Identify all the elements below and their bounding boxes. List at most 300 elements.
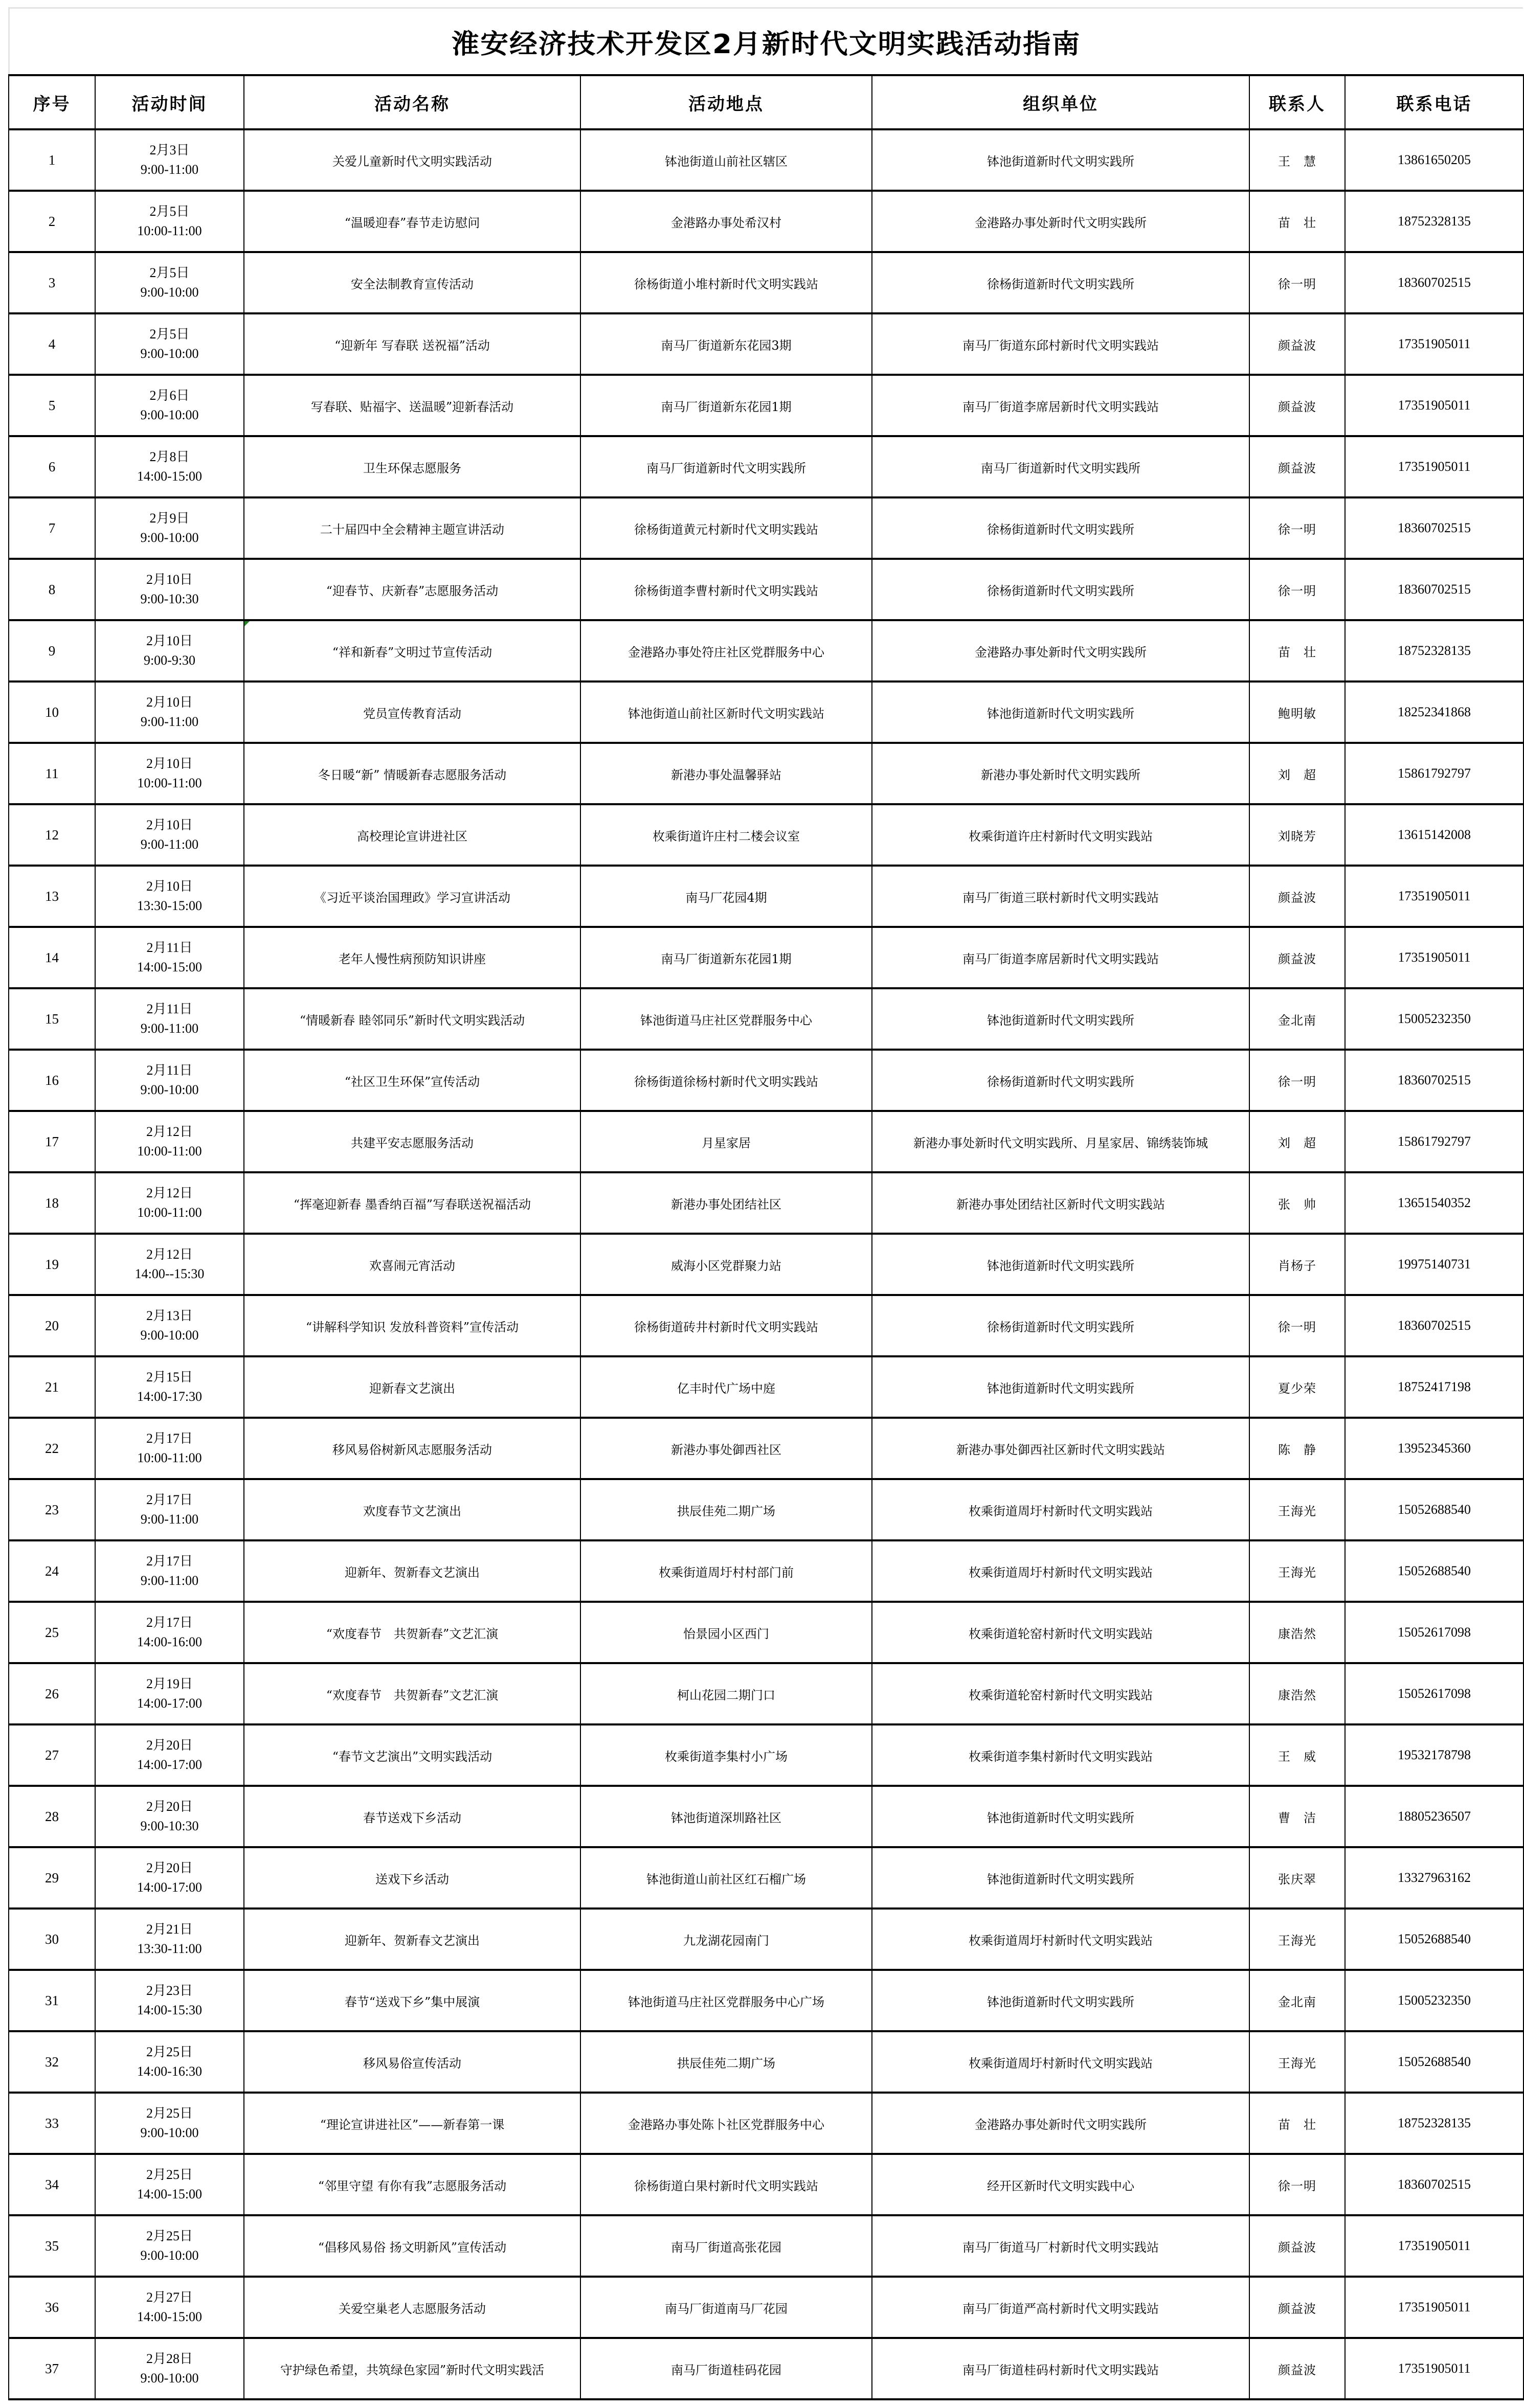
- column-header-organizer[interactable]: 组织单位: [872, 75, 1249, 129]
- cell-phone[interactable]: [1345, 1111, 1523, 1172]
- cell-contact[interactable]: [1249, 1172, 1345, 1234]
- cell-time[interactable]: [95, 988, 244, 1050]
- cell-index[interactable]: [9, 436, 95, 497]
- cell-organizer[interactable]: [872, 620, 1249, 681]
- date-value: 2月17日: [146, 1431, 193, 1446]
- location-value: 月星家居: [702, 1135, 751, 1150]
- cell-organizer[interactable]: [872, 2338, 1249, 2399]
- cell-location[interactable]: [580, 2093, 872, 2154]
- table-row: [9, 1847, 1523, 1909]
- cell-index[interactable]: [9, 1172, 95, 1234]
- cell-time[interactable]: [95, 191, 244, 252]
- cell-index[interactable]: [9, 1540, 95, 1602]
- cell-organizer[interactable]: [872, 1847, 1249, 1909]
- cell-activity-name[interactable]: [244, 1847, 580, 1909]
- cell-contact[interactable]: [1249, 1602, 1345, 1663]
- cell-organizer[interactable]: [872, 681, 1249, 743]
- cell-activity-name[interactable]: [244, 620, 580, 681]
- phone-value: 18252341868: [1398, 705, 1471, 719]
- cell-contact[interactable]: [1249, 191, 1345, 252]
- cell-index[interactable]: [9, 1847, 95, 1909]
- cell-index[interactable]: [9, 1970, 95, 2031]
- cell-location[interactable]: [580, 2277, 872, 2338]
- cell-location[interactable]: [580, 1111, 872, 1172]
- cell-activity-name[interactable]: [244, 252, 580, 313]
- cell-time[interactable]: [95, 129, 244, 191]
- cell-phone[interactable]: [1345, 559, 1523, 620]
- cell-organizer[interactable]: [872, 1172, 1249, 1234]
- cell-activity-name[interactable]: [244, 804, 580, 866]
- cell-time[interactable]: [95, 743, 244, 804]
- cell-location[interactable]: [580, 2154, 872, 2215]
- cell-location[interactable]: [580, 1663, 872, 1724]
- cell-phone[interactable]: [1345, 1172, 1523, 1234]
- cell-organizer[interactable]: [872, 2093, 1249, 2154]
- cell-index[interactable]: [9, 1418, 95, 1479]
- table-row: [9, 1970, 1523, 2031]
- cell-activity-name[interactable]: [244, 1663, 580, 1724]
- cell-location[interactable]: [580, 1847, 872, 1909]
- cell-location[interactable]: [580, 743, 872, 804]
- cell-location[interactable]: [580, 620, 872, 681]
- cell-phone[interactable]: [1345, 1418, 1523, 1479]
- cell-activity-name[interactable]: [244, 1786, 580, 1847]
- cell-time[interactable]: [95, 1847, 244, 1909]
- cell-location[interactable]: [580, 313, 872, 375]
- cell-location[interactable]: [580, 1295, 872, 1356]
- cell-phone[interactable]: [1345, 252, 1523, 313]
- index-value: 17: [45, 1133, 59, 1149]
- cell-index[interactable]: [9, 1050, 95, 1111]
- cell-index[interactable]: [9, 2154, 95, 2215]
- table-row: [9, 866, 1523, 927]
- cell-location[interactable]: [580, 1479, 872, 1540]
- cell-index[interactable]: [9, 1602, 95, 1663]
- cell-activity-name[interactable]: [244, 1724, 580, 1786]
- cell-location[interactable]: [580, 2031, 872, 2093]
- cell-time[interactable]: [95, 1970, 244, 2031]
- cell-contact[interactable]: [1249, 375, 1345, 436]
- date-value: 2月19日: [146, 1676, 193, 1691]
- cell-activity-name[interactable]: [244, 497, 580, 559]
- cell-time[interactable]: [95, 559, 244, 620]
- cell-time[interactable]: [95, 1663, 244, 1724]
- cell-index[interactable]: [9, 1909, 95, 1970]
- cell-contact[interactable]: [1249, 1479, 1345, 1540]
- cell-phone[interactable]: [1345, 743, 1523, 804]
- cell-time[interactable]: [95, 620, 244, 681]
- cell-contact[interactable]: [1249, 1111, 1345, 1172]
- cell-index[interactable]: [9, 743, 95, 804]
- cell-activity-name[interactable]: [244, 313, 580, 375]
- cell-phone[interactable]: [1345, 2277, 1523, 2338]
- cell-index[interactable]: [9, 1786, 95, 1847]
- cell-organizer[interactable]: [872, 1909, 1249, 1970]
- activity-name-value: 党员宣传教育活动: [363, 706, 461, 721]
- cell-organizer[interactable]: [872, 436, 1249, 497]
- cell-organizer[interactable]: [872, 1418, 1249, 1479]
- cell-contact[interactable]: [1249, 2031, 1345, 2093]
- cell-time[interactable]: [95, 2093, 244, 2154]
- cell-index[interactable]: [9, 1663, 95, 1724]
- cell-location[interactable]: [580, 1602, 872, 1663]
- cell-contact[interactable]: [1249, 559, 1345, 620]
- cell-activity-name[interactable]: [244, 2031, 580, 2093]
- cell-index[interactable]: [9, 1724, 95, 1786]
- cell-activity-name[interactable]: [244, 1111, 580, 1172]
- cell-activity-name[interactable]: [244, 1050, 580, 1111]
- cell-contact[interactable]: [1249, 1295, 1345, 1356]
- cell-index[interactable]: [9, 375, 95, 436]
- cell-activity-name[interactable]: [244, 436, 580, 497]
- organizer-value: 南马厂街道严高村新时代文明实践站: [962, 2301, 1159, 2316]
- cell-activity-name[interactable]: [244, 559, 580, 620]
- cell-time[interactable]: [95, 2154, 244, 2215]
- cell-time[interactable]: [95, 1479, 244, 1540]
- column-header-phone[interactable]: 联系电话: [1345, 75, 1523, 129]
- cell-time[interactable]: [95, 681, 244, 743]
- cell-time[interactable]: [95, 1786, 244, 1847]
- cell-time[interactable]: [95, 436, 244, 497]
- table-row: [9, 2277, 1523, 2338]
- cell-location[interactable]: [580, 1172, 872, 1234]
- organizer-value: 新港办事处新时代文明实践所: [981, 767, 1140, 782]
- cell-activity-name[interactable]: [244, 1540, 580, 1602]
- cell-phone[interactable]: [1345, 1909, 1523, 1970]
- phone-value: 17351905011: [1398, 950, 1471, 965]
- cell-phone[interactable]: [1345, 1786, 1523, 1847]
- organizer-value: 徐杨街道新时代文明实践所: [987, 277, 1134, 291]
- cell-location[interactable]: [580, 1356, 872, 1418]
- cell-phone[interactable]: [1345, 436, 1523, 497]
- cell-contact[interactable]: [1249, 129, 1345, 191]
- cell-organizer[interactable]: [872, 804, 1249, 866]
- cell-organizer[interactable]: [872, 2215, 1249, 2277]
- date-value: 2月20日: [146, 1799, 193, 1814]
- cell-organizer[interactable]: [872, 375, 1249, 436]
- cell-contact[interactable]: [1249, 866, 1345, 927]
- cell-organizer[interactable]: [872, 1295, 1249, 1356]
- cell-index[interactable]: [9, 2338, 95, 2399]
- cell-activity-name[interactable]: [244, 1479, 580, 1540]
- cell-phone[interactable]: [1345, 1970, 1523, 2031]
- cell-index[interactable]: [9, 497, 95, 559]
- cell-activity-name[interactable]: [244, 988, 580, 1050]
- cell-organizer[interactable]: [872, 2277, 1249, 2338]
- cell-index[interactable]: [9, 129, 95, 191]
- cell-phone[interactable]: [1345, 804, 1523, 866]
- cell-contact[interactable]: [1249, 252, 1345, 313]
- cell-location[interactable]: [580, 1418, 872, 1479]
- cell-phone[interactable]: [1345, 1602, 1523, 1663]
- cell-phone[interactable]: [1345, 1479, 1523, 1540]
- cell-activity-name[interactable]: [244, 129, 580, 191]
- cell-phone[interactable]: [1345, 866, 1523, 927]
- table-row: [9, 927, 1523, 988]
- column-header-activity-name[interactable]: 活动名称: [244, 75, 580, 129]
- cell-location[interactable]: [580, 2338, 872, 2399]
- table-row: [9, 313, 1523, 375]
- phone-value: 18360702515: [1398, 1318, 1471, 1333]
- cell-index[interactable]: [9, 1295, 95, 1356]
- column-header-contact[interactable]: 联系人: [1249, 75, 1345, 129]
- cell-index[interactable]: [9, 804, 95, 866]
- cell-phone[interactable]: [1345, 1724, 1523, 1786]
- cell-contact[interactable]: [1249, 927, 1345, 988]
- cell-time[interactable]: [95, 2338, 244, 2399]
- cell-phone[interactable]: [1345, 1050, 1523, 1111]
- cell-phone[interactable]: [1345, 375, 1523, 436]
- cell-phone[interactable]: [1345, 988, 1523, 1050]
- cell-activity-name[interactable]: [244, 375, 580, 436]
- column-header-location[interactable]: 活动地点: [580, 75, 872, 129]
- cell-phone[interactable]: [1345, 1234, 1523, 1295]
- cell-activity-name[interactable]: [244, 743, 580, 804]
- cell-index[interactable]: [9, 988, 95, 1050]
- title-cell[interactable]: [8, 7, 1523, 74]
- cell-location[interactable]: [580, 1909, 872, 1970]
- cell-time[interactable]: [95, 927, 244, 988]
- cell-time[interactable]: [95, 2031, 244, 2093]
- cell-contact[interactable]: [1249, 1540, 1345, 1602]
- cell-organizer[interactable]: [872, 497, 1249, 559]
- cell-index[interactable]: [9, 2093, 95, 2154]
- cell-phone[interactable]: [1345, 191, 1523, 252]
- cell-index[interactable]: [9, 2277, 95, 2338]
- cell-contact[interactable]: [1249, 2215, 1345, 2277]
- cell-location[interactable]: [580, 804, 872, 866]
- cell-location[interactable]: [580, 375, 872, 436]
- cell-time[interactable]: [95, 1234, 244, 1295]
- cell-location[interactable]: [580, 129, 872, 191]
- index-value: 16: [45, 1072, 59, 1088]
- date-value: 2月10日: [146, 879, 193, 894]
- cell-activity-name[interactable]: [244, 927, 580, 988]
- cell-index[interactable]: [9, 2031, 95, 2093]
- cell-activity-name[interactable]: [244, 1418, 580, 1479]
- cell-organizer[interactable]: [872, 866, 1249, 927]
- cell-location[interactable]: [580, 191, 872, 252]
- cell-activity-name[interactable]: [244, 2338, 580, 2399]
- contact-value: 曹 洁: [1278, 1810, 1316, 1825]
- cell-time[interactable]: [95, 804, 244, 866]
- cell-phone[interactable]: [1345, 129, 1523, 191]
- cell-phone[interactable]: [1345, 313, 1523, 375]
- date-value: 2月25日: [146, 2167, 193, 2182]
- cell-phone[interactable]: [1345, 620, 1523, 681]
- cell-index[interactable]: [9, 866, 95, 927]
- cell-location[interactable]: [580, 436, 872, 497]
- cell-location[interactable]: [580, 1786, 872, 1847]
- cell-organizer[interactable]: [872, 1786, 1249, 1847]
- cell-index[interactable]: [9, 1234, 95, 1295]
- cell-contact[interactable]: [1249, 804, 1345, 866]
- cell-index[interactable]: [9, 2215, 95, 2277]
- date-value: 2月10日: [146, 633, 193, 648]
- contact-value: 金北南: [1278, 1994, 1316, 2009]
- cell-location[interactable]: [580, 2215, 872, 2277]
- cell-location[interactable]: [580, 1050, 872, 1111]
- cell-phone[interactable]: [1345, 2093, 1523, 2154]
- cell-location[interactable]: [580, 559, 872, 620]
- cell-organizer[interactable]: [872, 1111, 1249, 1172]
- cell-contact[interactable]: [1249, 1970, 1345, 2031]
- cell-index[interactable]: [9, 1479, 95, 1540]
- cell-contact[interactable]: [1249, 1909, 1345, 1970]
- cell-activity-name[interactable]: [244, 1234, 580, 1295]
- cell-index[interactable]: [9, 191, 95, 252]
- cell-location[interactable]: [580, 927, 872, 988]
- cell-time[interactable]: [95, 1295, 244, 1356]
- cell-contact[interactable]: [1249, 620, 1345, 681]
- cell-phone[interactable]: [1345, 2338, 1523, 2399]
- index-value: 35: [45, 2238, 59, 2254]
- cell-activity-name[interactable]: [244, 1602, 580, 1663]
- cell-activity-name[interactable]: [244, 1295, 580, 1356]
- cell-contact[interactable]: [1249, 497, 1345, 559]
- cell-organizer[interactable]: [872, 2154, 1249, 2215]
- cell-location[interactable]: [580, 681, 872, 743]
- cell-contact[interactable]: [1249, 743, 1345, 804]
- cell-time[interactable]: [95, 1724, 244, 1786]
- cell-organizer[interactable]: [872, 1602, 1249, 1663]
- cell-phone[interactable]: [1345, 1540, 1523, 1602]
- cell-time[interactable]: [95, 375, 244, 436]
- cell-organizer[interactable]: [872, 1724, 1249, 1786]
- cell-index[interactable]: [9, 1356, 95, 1418]
- cell-activity-name[interactable]: [244, 681, 580, 743]
- cell-index[interactable]: [9, 559, 95, 620]
- cell-phone[interactable]: [1345, 497, 1523, 559]
- cell-phone[interactable]: [1345, 927, 1523, 988]
- cell-contact[interactable]: [1249, 1418, 1345, 1479]
- cell-time[interactable]: [95, 2277, 244, 2338]
- cell-contact[interactable]: [1249, 313, 1345, 375]
- table-row: [9, 2093, 1523, 2154]
- cell-phone[interactable]: [1345, 2215, 1523, 2277]
- cell-activity-name[interactable]: [244, 1356, 580, 1418]
- cell-contact[interactable]: [1249, 2277, 1345, 2338]
- cell-organizer[interactable]: [872, 1540, 1249, 1602]
- cell-index[interactable]: [9, 1111, 95, 1172]
- cell-contact[interactable]: [1249, 2093, 1345, 2154]
- cell-activity-name[interactable]: [244, 2277, 580, 2338]
- cell-organizer[interactable]: [872, 129, 1249, 191]
- cell-phone[interactable]: [1345, 2154, 1523, 2215]
- cell-index[interactable]: [9, 927, 95, 988]
- cell-organizer[interactable]: [872, 191, 1249, 252]
- contact-value: 康浩然: [1278, 1626, 1316, 1641]
- cell-contact[interactable]: [1249, 681, 1345, 743]
- cell-location[interactable]: [580, 252, 872, 313]
- cell-location[interactable]: [580, 1540, 872, 1602]
- cell-index[interactable]: [9, 681, 95, 743]
- cell-time[interactable]: [95, 866, 244, 927]
- cell-contact[interactable]: [1249, 1786, 1345, 1847]
- column-header-time[interactable]: 活动时间: [95, 75, 244, 129]
- cell-activity-name[interactable]: [244, 2215, 580, 2277]
- cell-contact[interactable]: [1249, 1234, 1345, 1295]
- cell-location[interactable]: [580, 497, 872, 559]
- cell-activity-name[interactable]: [244, 191, 580, 252]
- cell-location[interactable]: [580, 1234, 872, 1295]
- cell-organizer[interactable]: [872, 988, 1249, 1050]
- cell-organizer[interactable]: [872, 927, 1249, 988]
- index-value: 13: [45, 888, 59, 904]
- column-header-index[interactable]: 序号: [9, 75, 95, 129]
- cell-phone[interactable]: [1345, 1847, 1523, 1909]
- cell-organizer[interactable]: [872, 1234, 1249, 1295]
- cell-phone[interactable]: [1345, 1663, 1523, 1724]
- cell-phone[interactable]: [1345, 1295, 1523, 1356]
- cell-organizer[interactable]: [872, 252, 1249, 313]
- cell-location[interactable]: [580, 988, 872, 1050]
- cell-time[interactable]: [95, 1356, 244, 1418]
- cell-organizer[interactable]: [872, 743, 1249, 804]
- cell-time[interactable]: [95, 1602, 244, 1663]
- cell-organizer[interactable]: [872, 1356, 1249, 1418]
- cell-contact[interactable]: [1249, 1847, 1345, 1909]
- cell-time[interactable]: [95, 252, 244, 313]
- cell-organizer[interactable]: [872, 1663, 1249, 1724]
- cell-organizer[interactable]: [872, 559, 1249, 620]
- cell-organizer[interactable]: [872, 2031, 1249, 2093]
- cell-contact[interactable]: [1249, 1050, 1345, 1111]
- cell-location[interactable]: [580, 1970, 872, 2031]
- cell-time[interactable]: [95, 1050, 244, 1111]
- cell-location[interactable]: [580, 866, 872, 927]
- cell-time[interactable]: [95, 1418, 244, 1479]
- organizer-value: 钵池街道新时代文明实践所: [987, 1872, 1134, 1887]
- cell-time[interactable]: [95, 497, 244, 559]
- cell-phone[interactable]: [1345, 2031, 1523, 2093]
- cell-activity-name[interactable]: [244, 866, 580, 927]
- cell-time[interactable]: [95, 313, 244, 375]
- cell-index[interactable]: [9, 620, 95, 681]
- cell-contact[interactable]: [1249, 2338, 1345, 2399]
- cell-organizer[interactable]: [872, 1970, 1249, 2031]
- cell-organizer[interactable]: [872, 1050, 1249, 1111]
- cell-activity-name[interactable]: [244, 1172, 580, 1234]
- cell-activity-name[interactable]: [244, 2154, 580, 2215]
- cell-time[interactable]: [95, 2215, 244, 2277]
- cell-contact[interactable]: [1249, 2154, 1345, 2215]
- cell-activity-name[interactable]: [244, 1909, 580, 1970]
- cell-time[interactable]: [95, 1111, 244, 1172]
- cell-contact[interactable]: [1249, 436, 1345, 497]
- cell-contact[interactable]: [1249, 988, 1345, 1050]
- organizer-value: 枚乘街道许庄村新时代文明实践站: [969, 829, 1153, 844]
- cell-phone[interactable]: [1345, 1356, 1523, 1418]
- cell-time[interactable]: [95, 1909, 244, 1970]
- cell-contact[interactable]: [1249, 1356, 1345, 1418]
- cell-index[interactable]: [9, 252, 95, 313]
- cell-activity-name[interactable]: [244, 2093, 580, 2154]
- cell-time[interactable]: [95, 1540, 244, 1602]
- cell-organizer[interactable]: [872, 313, 1249, 375]
- contact-value: 王海光: [1278, 1504, 1316, 1518]
- cell-time[interactable]: [95, 1172, 244, 1234]
- cell-activity-name[interactable]: [244, 1970, 580, 2031]
- cell-index[interactable]: [9, 313, 95, 375]
- cell-contact[interactable]: [1249, 1663, 1345, 1724]
- cell-phone[interactable]: [1345, 681, 1523, 743]
- time-value: 9:00-11:00: [140, 1021, 199, 1036]
- time-value: 9:00-11:00: [140, 1512, 199, 1527]
- cell-location[interactable]: [580, 1724, 872, 1786]
- cell-contact[interactable]: [1249, 1724, 1345, 1786]
- cell-organizer[interactable]: [872, 1479, 1249, 1540]
